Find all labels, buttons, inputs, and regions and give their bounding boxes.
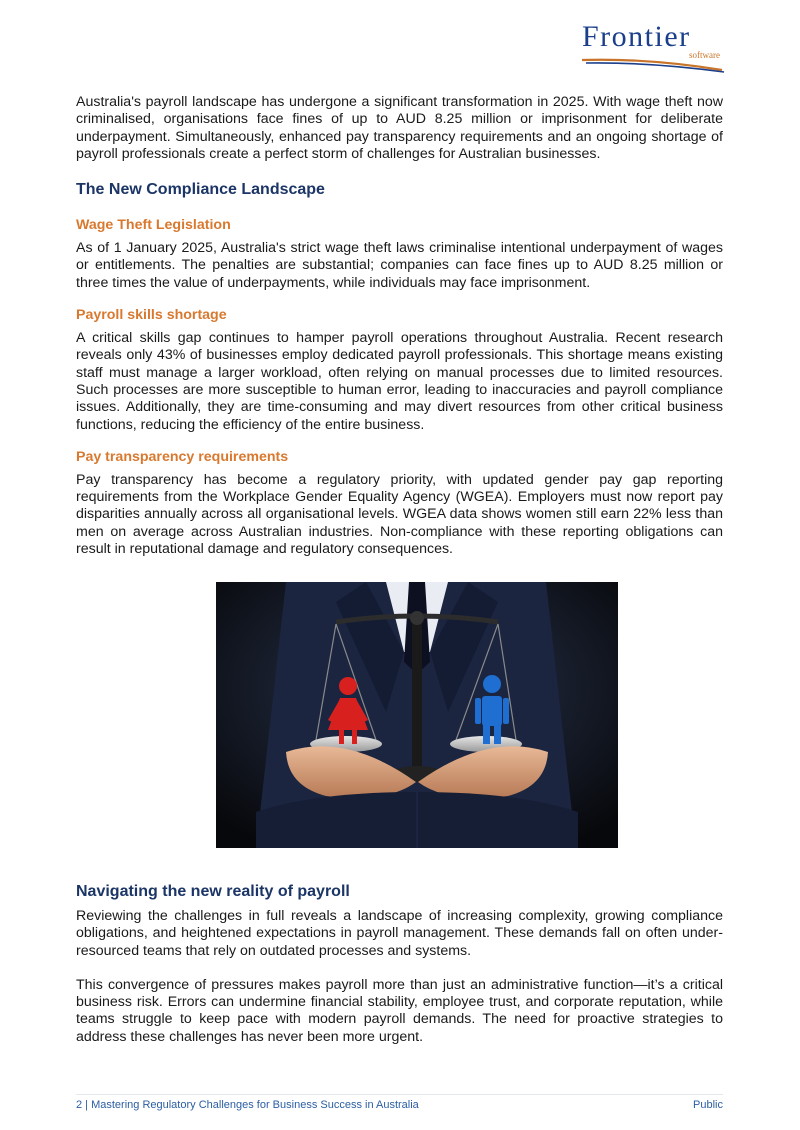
footer-classification: Public [693, 1099, 723, 1111]
subheading-wage-theft: Wage Theft Legislation [76, 217, 231, 234]
gender-pay-scales-image [216, 582, 618, 848]
footer-page-title: 2 | Mastering Regulatory Challenges for Business Success in Australia [76, 1099, 419, 1111]
section-heading-compliance: The New Compliance Landscape [76, 181, 325, 199]
paragraph-navigating-2: This convergence of pressures makes payroll more than just an administrative function—it’s a critical business risk. Errors can undermine financial stability, employee trust, and corporate reputation, while teams struggle to keep pace with modern payroll demands. The need for proactive strategies to address these challenges has never been more urgent. [76, 976, 723, 1045]
subheading-pay-transparency: Pay transparency requirements [76, 448, 289, 465]
subheading-skills-shortage: Payroll skills shortage [76, 307, 227, 324]
paragraph-navigating-1: Reviewing the challenges in full reveals a landscape of increasing complexity, growing compliance obligations, and heightened expectations in payroll management. These demands fall on often under-resourced teams that rely on outdated processes and systems. [76, 908, 723, 959]
paragraph-wage-theft: As of 1 January 2025, Australia's strict wage theft laws criminalise intentional underpayment of wages or entitlements. The penalties are substantial; companies can face fines up to AUD 8.25 million or three times the value of underpayments, while individuals may face imprisonment. [76, 240, 723, 291]
frontier-software-logo [578, 22, 726, 74]
document-body [76, 94, 723, 558]
paragraph-pay-transparency: Pay transparency has become a regulatory priority, with updated gender pay gap reporting requirements from the Workplace Gender Equality Agency (WGEA). Employers must now report pay disparities annually across all organisational levels. WGEA data shows women still earn 22% less than men on average across Australian industries. Non-compliance with these reporting obligations can result in reputational damage and regulatory consequences. [76, 471, 723, 558]
section-navigating [76, 882, 723, 1046]
section-heading-navigating: Navigating the new reality of payroll [76, 883, 350, 900]
logo-swoosh-icon [578, 56, 726, 74]
logo-subtitle: software [689, 50, 720, 60]
page-footer [76, 1094, 723, 1111]
paragraph-skills-shortage: A critical skills gap continues to hamper payroll operations throughout Australia. Recent research reveals only 43% of businesses employ dedicated payroll professionals. This shortage means existing staff must manage a larger workload, often relying on manual processes due to limited resources. Such processes are more susceptible to human error, leading to inaccuracies and payroll compliance issues. Additionally, they are time-consuming and may divert resources from other critical business functions, reducing the efficiency of the entire business. [76, 330, 723, 433]
logo-wordmark: Frontier [582, 20, 691, 53]
intro-paragraph: Australia's payroll landscape has undergone a significant transformation in 2025. With wage theft now criminalised, organisations face fines of up to AUD 8.25 million or imprisonment for deliberate underpayment. Simultaneously, enhanced pay transparency requirements and an ongoing shortage of payroll professionals create a perfect storm of challenges for Australian businesses. [76, 94, 723, 162]
